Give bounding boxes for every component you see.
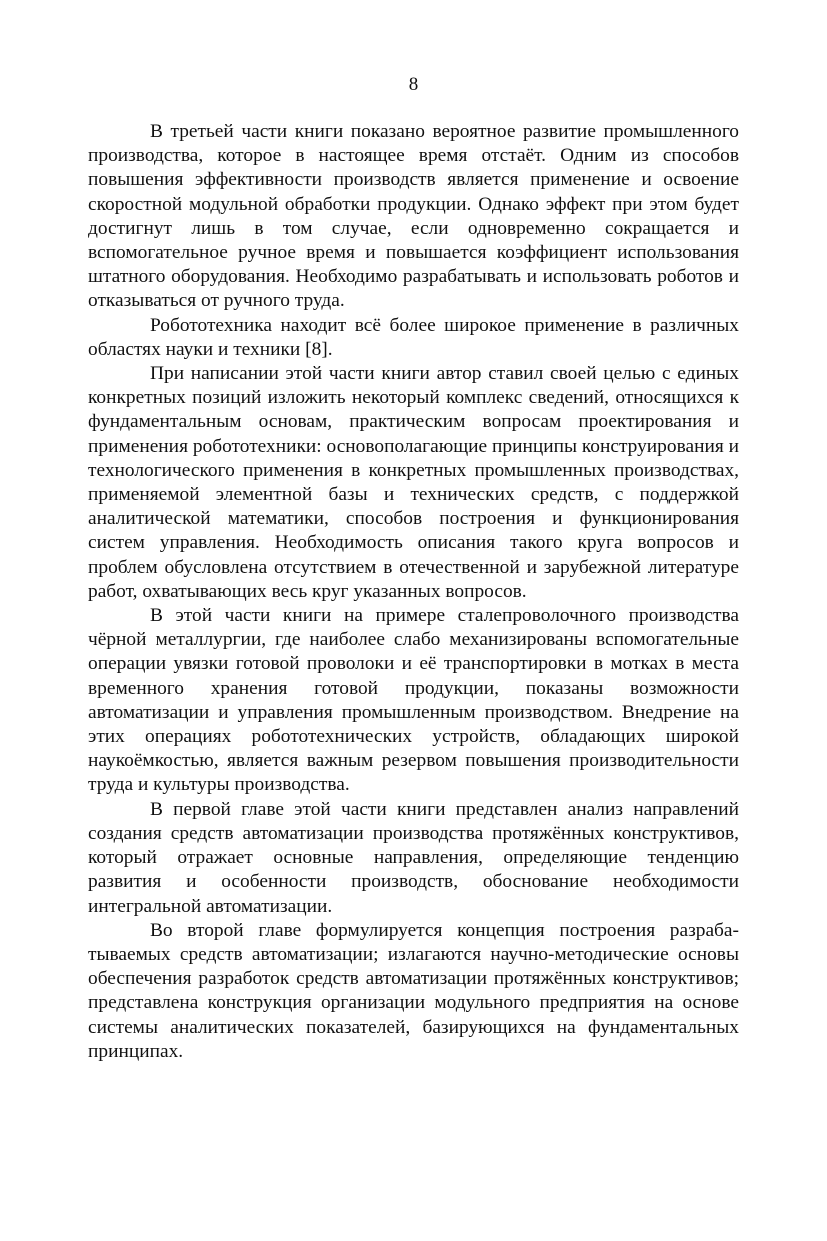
paragraph: Робототехника находит всё более широкое применение в различных областях науки и техники [8]. — [88, 314, 739, 360]
paragraph: В этой части книги на примере сталепроволочного производства чёрной металлургии, где наиболее слабо механизированы вспомогательные операции увязки готовой проволоки и её транспортировки в мотках в места временного хранения готовой продукции, показаны возможности автоматизации и управления промышленным производством. Внедрение на этих операциях робототехнических устройств, обладающих широкой наукоёмкостью, является важным резервом повышения производительности труда и культуры производства. — [88, 605, 739, 796]
body-text — [88, 120, 739, 1064]
paragraph: В первой главе этой части книги представлен анализ направлений создания средств автоматизации производства протяжённых конструктивов, который отражает основные направления, определяющие тенденцию развития и особенности производств, обоснование необходимости интегральной автоматизации. — [88, 798, 739, 917]
paragraph: В третьей части книги показано вероятное развитие промышленного производства, которое в настоящее время отстаёт. Одним из способов повышения эффективности производств является применение и освоение скоростной модульной обработки продукции. Однако эффект при этом будет достигнут лишь в том случае, если одновременно сокращается и вспомогательное ручное время и повышается коэффициент использования штатного оборудования. Необходимо разрабатывать и использовать роботов и отказываться от ручного труда. — [88, 121, 739, 312]
paragraph: Во второй главе формулируется концепция построения разрабатываемых средств автоматизации; излагаются научно-методические основы обеспечения разработок средств автоматизации протяжённых конструктивов; представлена конструкция организации модульного предприятия на основе системы аналитических показателей, базирующихся на фундаментальных принципах. — [88, 919, 739, 1062]
paragraph: При написании этой части книги автор ставил своей целью с единых конкретных позиций изложить некоторый комплекс сведений, относящихся к фундаментальным основам, практическим вопросам проектирования и применения робототехники: основополагающие принципы конструирования и технологического применения в конкретных промышленных производствах, применяемой элементной базы и технических средств, с поддержкой аналитической математики, способов построения и функционирования систем управления. Необходимость описания такого круга вопросов и проблем обусловлена отсутствием в отечественной и зарубежной литературе работ, охватывающих весь круг указанных вопросов. — [88, 363, 739, 602]
page-number: 8 — [408, 74, 419, 95]
